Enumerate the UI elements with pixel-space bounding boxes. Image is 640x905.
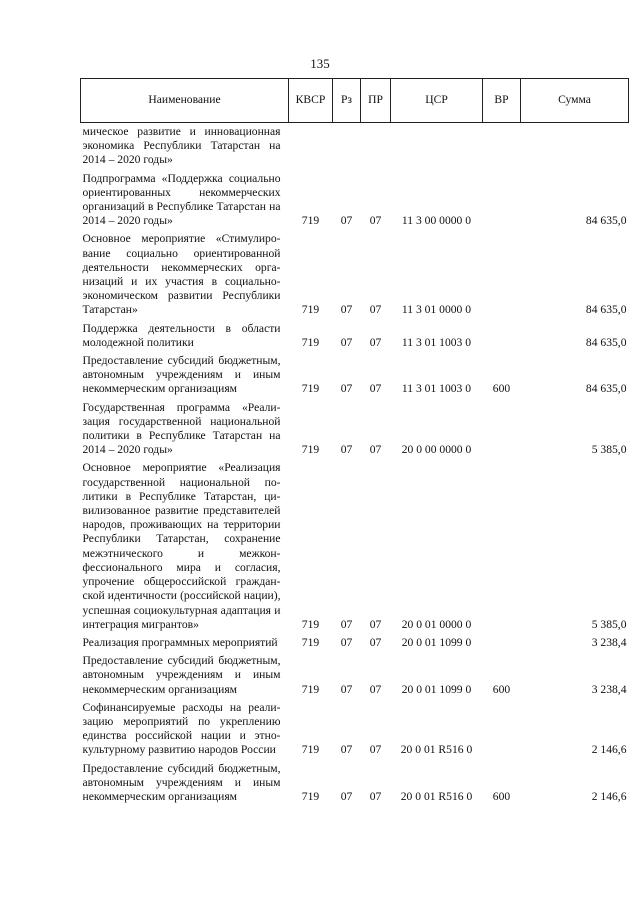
row-pr: 07 [369,382,382,396]
row-name: Основное мероприятие «Стимулирование социально ориентированной деятельности некоммерческих организаций и их участия в социально-экономическом развитии Республики Татарстан» [82,232,281,317]
row-sum: 5 385,0 [591,617,627,631]
row-sum: 2 146,6 [591,789,627,803]
row-csr: 11 3 01 0000 0 [401,303,472,317]
table-row [81,401,629,462]
row-pr: 07 [369,335,382,349]
row-kvsr: 719 [301,382,320,396]
row-name: мическое развитие и инновационная экономика Республики Татарстан на 2014 – 2020 годы» [82,125,281,167]
row-vr: 600 [492,682,511,696]
row-rz: 07 [340,789,353,803]
row-name: Предоставление субсидий бюджетным, автономным учреждениям и иным некоммерческим организациям [82,354,281,396]
budget-table [80,78,629,808]
table-row [81,232,629,321]
row-sum: 3 238,4 [591,682,627,696]
page-number: 135 [310,56,330,71]
row-kvsr: 719 [301,617,320,631]
table-row [81,354,629,401]
header-name: Наименование [81,79,289,123]
header-pr: ПР [361,79,391,123]
row-csr: 11 3 00 0000 0 [401,214,472,228]
table-row [81,654,629,701]
table-header-row [81,79,629,123]
table-row [81,701,629,762]
table-row [81,461,629,635]
table-row [81,123,629,172]
row-kvsr: 719 [301,682,320,696]
row-kvsr: 719 [301,743,320,757]
row-pr: 07 [369,682,382,696]
row-vr [483,232,521,321]
row-name: Предоставление субсидий бюджетным, автономным учреждениям и иным некоммерческим организациям [82,761,281,803]
row-sum: 3 238,4 [591,635,627,649]
row-name: Основное мероприятие «Реализация государственной национальной политики в Республике Татарстан, цивилизованное развитие представителей народов, проживающих на территории Республики Татарстан, сохранение межэтнического и межконфессионального мира и согласия, упрочение общероссийской гражданской идентичности (российской нации), успешная социокультурная адаптация и интеграция мигрантов» [82,461,281,631]
header-csr: ЦСР [391,79,483,123]
row-pr: 07 [369,635,382,649]
row-rz: 07 [340,382,353,396]
row-kvsr [289,123,333,172]
row-pr: 07 [369,743,382,757]
row-sum: 84 635,0 [585,335,627,349]
row-rz: 07 [340,635,353,649]
table-row [81,172,629,233]
row-vr [483,123,521,172]
row-csr: 20 0 01 R516 0 [400,743,473,757]
row-csr: 11 3 01 1003 0 [401,382,472,396]
row-sum: 84 635,0 [585,303,627,317]
row-sum [521,123,629,172]
table-row [81,636,629,654]
row-csr: 20 0 01 1099 0 [401,635,472,649]
row-csr: 20 0 01 R516 0 [400,789,473,803]
row-rz: 07 [340,682,353,696]
row-vr [483,701,521,762]
row-rz [333,123,361,172]
row-sum: 84 635,0 [585,214,627,228]
row-pr: 07 [369,303,382,317]
row-kvsr: 719 [301,335,320,349]
header-sum: Сумма [521,79,629,123]
row-csr: 20 0 01 0000 0 [401,617,472,631]
row-rz: 07 [340,335,353,349]
row-vr [483,636,521,654]
row-name: Поддержка деятельности в области молодежной политики [82,321,281,349]
row-rz: 07 [340,743,353,757]
row-vr [483,461,521,635]
row-pr: 07 [369,443,382,457]
row-name: Государственная программа «Реализация государственной национальной политики в Республике Татарстан на 2014 – 2020 годы» [82,400,281,457]
row-pr: 07 [369,617,382,631]
row-kvsr: 719 [301,789,320,803]
row-kvsr: 719 [301,635,320,649]
row-csr [391,123,483,172]
row-rz: 07 [340,303,353,317]
row-kvsr: 719 [301,214,320,228]
row-csr: 20 0 01 1099 0 [401,682,472,696]
row-vr [483,401,521,462]
row-name: Софинансируемые расходы на реализацию мероприятий по укреплению единства российской нации и этнокультурному развитию народов России [82,700,281,757]
row-sum: 2 146,6 [591,743,627,757]
row-pr: 07 [369,789,382,803]
row-sum: 5 385,0 [591,443,627,457]
row-kvsr: 719 [301,443,320,457]
header-vr: ВР [483,79,521,123]
row-csr: 20 0 00 0000 0 [401,443,472,457]
row-rz: 07 [340,617,353,631]
row-sum: 84 635,0 [585,382,627,396]
row-vr [483,322,521,354]
table-body [81,123,629,809]
row-name: Подпрограмма «Поддержка социально ориентированных некоммерческих организаций в Республике Татарстан на 2014 – 2020 годы» [82,171,281,228]
table-row [81,762,629,809]
row-name: Реализация программных мероприятий [82,635,278,649]
row-vr [483,172,521,233]
row-rz: 07 [340,443,353,457]
header-rz: Рз [333,79,361,123]
row-vr: 600 [492,382,511,396]
row-pr [361,123,391,172]
row-name: Предоставление субсидий бюджетным, автономным учреждениям и иным некоммерческим организациям [82,654,281,696]
table-row [81,322,629,354]
row-csr: 11 3 01 1003 0 [401,335,472,349]
row-pr: 07 [369,214,382,228]
row-kvsr: 719 [301,303,320,317]
row-rz: 07 [340,214,353,228]
header-kvsr: КВСР [289,79,333,123]
row-vr: 600 [492,789,511,803]
